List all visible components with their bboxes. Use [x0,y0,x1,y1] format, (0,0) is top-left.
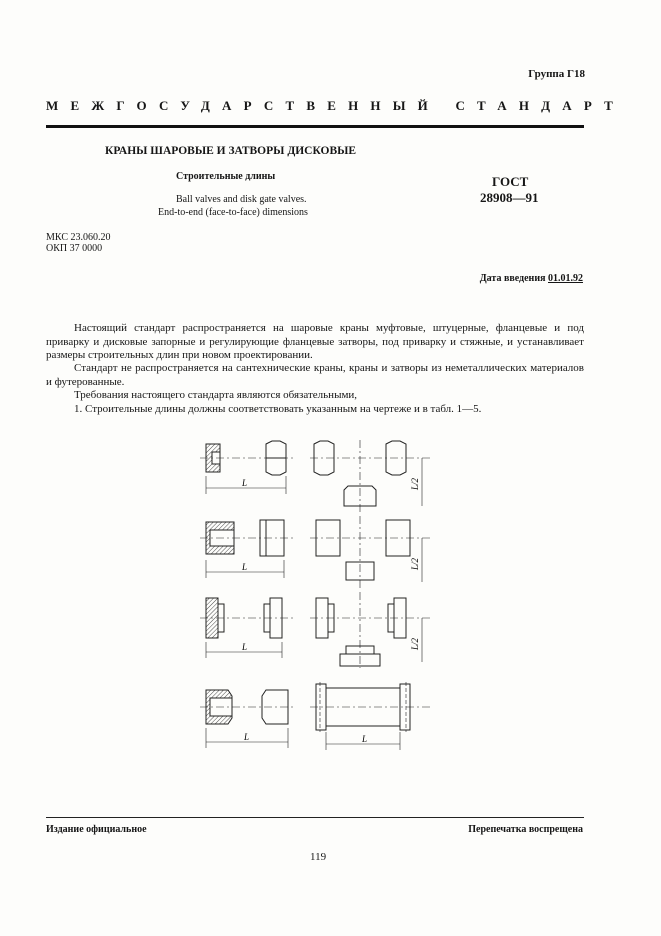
page-number: 119 [310,851,327,863]
dim-label-L-row4-right: L [362,734,368,744]
interstate-standard-heading: МЕЖГОСУДАРСТВЕННЫЙ СТАНДАРТ [46,98,626,113]
dim-label-L-row2: L [242,562,248,572]
gost-number: 28908—91 [480,190,539,205]
flanged-valve-right-view [316,598,406,666]
dim-label-L2-row1: L/2 [410,477,420,490]
okp-code: ОКП 37 0000 [46,243,103,254]
english-title-line2: End-to-end (face-to-face) dimensions [158,207,308,218]
effective-date-value: 01.01.92 [548,273,583,284]
document-title: КРАНЫ ШАРОВЫЕ И ЗАТВОРЫ ДИСКОВЫЕ [105,145,357,157]
body-paragraph-mandatory: Требования настоящего стандарта являются обязательными, [74,389,358,401]
dim-label-L2-row3: L/2 [410,637,420,650]
dim-label-L-row4: L [244,732,250,742]
header-rule [46,125,584,128]
document-subtitle: Строительные длины [176,171,276,182]
dim-label-L2-row2: L/2 [410,557,420,570]
group-code: Группа Г18 [528,68,585,80]
footer-rule [46,817,584,818]
effective-date [480,273,583,284]
mks-code: МКС 23.060.20 [46,232,111,243]
edition-note: Издание официальное [46,824,147,835]
gost-label: ГОСТ [492,174,529,189]
dim-label-L-row1: L [242,478,248,488]
valve-length-drawing [180,432,440,757]
union-valve-right-view [316,520,410,580]
body-paragraph-exclusions: Стандарт не распространяется на сантехнические краны, краны и затворы из неметаллических материалов и футерованные. [46,362,584,388]
effective-date-label: Дата введения [479,273,546,284]
dim-label-L-row3: L [242,642,248,652]
english-title-line1: Ball valves and disk gate valves. [176,194,307,205]
body-paragraph-scope: Настоящий стандарт распространяется на шаровые краны муфтовые, штуцерные, фланцевые и под приварку и дисковые запорные и регулирующие фланцевые затворы, под приварку и стяжные, и устанавливает размеры строительных длин при новом проектировании. [46,322,584,361]
reprint-note: Перепечатка воспрещена [468,824,583,835]
body-paragraph-clause-1: 1. Строительные длины должны соответствовать указанным на чертеже и в табл. 1—5. [74,403,482,415]
